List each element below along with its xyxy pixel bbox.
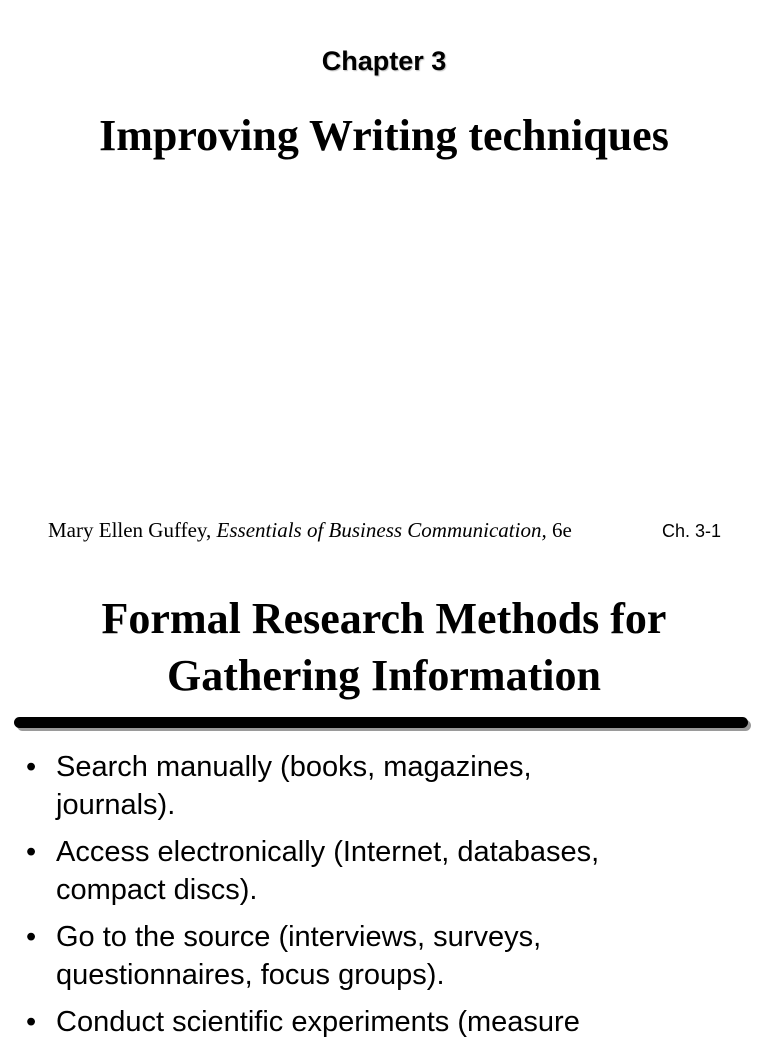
- bullet-icon: •: [26, 1006, 37, 1038]
- bullet-icon: •: [26, 751, 37, 783]
- footer-book-title: Essentials of Business Communication,: [216, 518, 547, 542]
- bullet-item: [26, 918, 756, 994]
- bullet-text: compact discs).: [56, 874, 258, 906]
- bullet-item: [26, 1003, 756, 1041]
- slide-title: [0, 590, 768, 704]
- slide-title: Improving Writing techniques: [99, 111, 669, 160]
- footer-edition: 6e: [546, 518, 572, 542]
- slide-footer: [48, 518, 572, 543]
- bullet-icon: •: [26, 921, 37, 953]
- slide-title-line: Formal Research Methods for: [101, 594, 667, 643]
- title-divider: [14, 717, 748, 728]
- slide-number: Ch. 3-1: [662, 521, 722, 541]
- bullet-item: [26, 748, 756, 824]
- slide-title-line: Gathering Information: [167, 651, 601, 700]
- bullet-text: Conduct scientific experiments (measure: [56, 1006, 580, 1038]
- bullet-icon: •: [26, 836, 37, 868]
- bullet-text: Search manually (books, magazines,: [56, 751, 532, 783]
- footer-author: Mary Ellen Guffey,: [48, 518, 217, 542]
- bullet-text: journals).: [56, 789, 176, 821]
- chapter-label: Chapter 3: [321, 46, 447, 76]
- bullet-text: Access electronically (Internet, databases,: [56, 836, 600, 868]
- bullet-item: [26, 833, 756, 909]
- bullet-list: [26, 748, 756, 1050]
- bullet-text: Go to the source (interviews, surveys,: [56, 921, 542, 953]
- bullet-text: questionnaires, focus groups).: [56, 959, 445, 991]
